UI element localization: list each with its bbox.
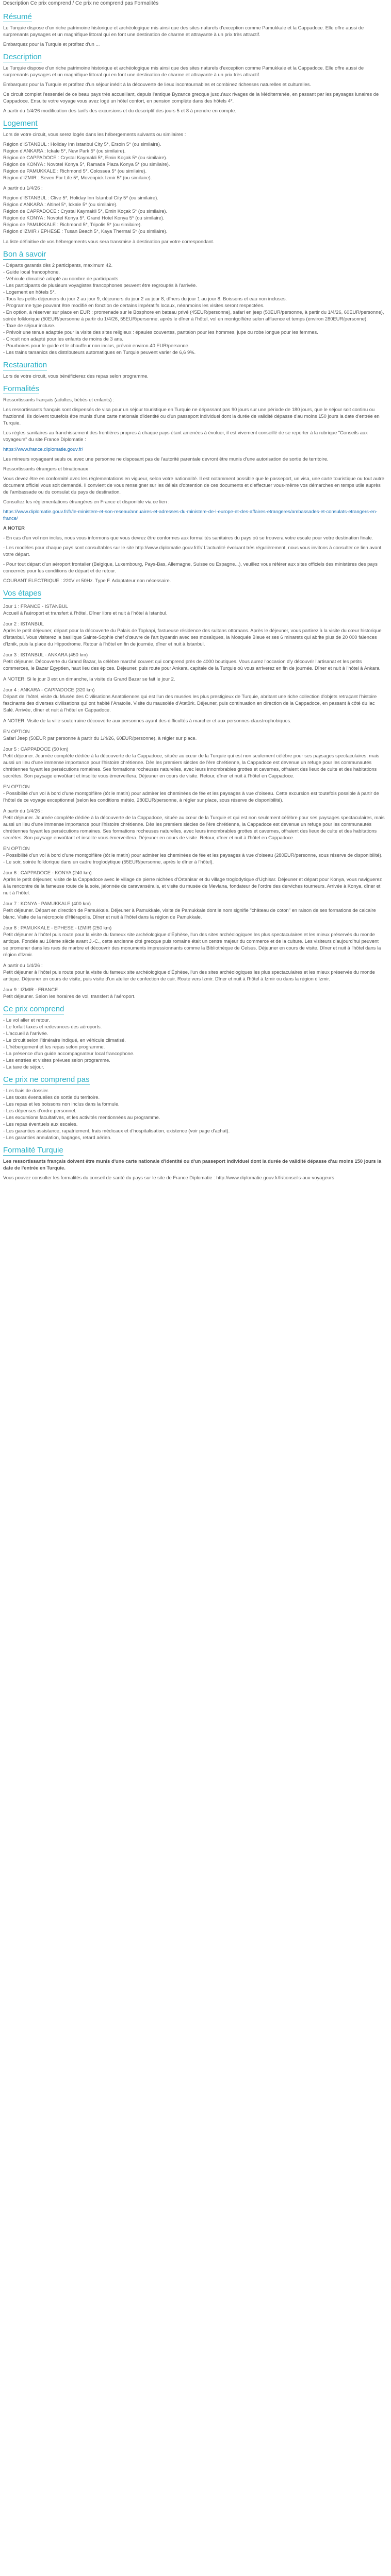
list-item: - Les excursions facultatives, et les activités mentionnées au programme. bbox=[3, 1114, 160, 1120]
section-heading-formalite-turquie: Formalité Turquie bbox=[3, 1146, 63, 1155]
logement-line: Région d'ANKARA : Altinel 5*, Ickale 5* (ou similaire). bbox=[3, 201, 118, 207]
section-heading-non-inclus: Ce prix ne comprend pas bbox=[3, 1075, 90, 1084]
logement-intro-2: A partir du 1/4/26 : bbox=[3, 185, 43, 191]
day-text: Après le petit déjeuner, départ pour la découverte du Palais de Topkapi, fastueuse résidence des sultans ottomans. Après le déjeuner, vous partirez à la visite du cœur historique d'Istanbul. Vous visiterez la basilique Sainte-Sophie chef d'œuvre de l'art byzantin avec ses mosaïques, la Mosquée Bleue et ses 6 minarets qui abrite plus de 20 000 faïences d'Iznik, puis la place du Hippodrome. Retour à l'hôtel en fin de journée, dîner et nuit à Istanbul. bbox=[3, 628, 382, 647]
day-text: Après le petit déjeuner, visite de la Cappadoce avec le village de pierre nichées d'Ortahisar et du village troglodytique d'Uçhisar. Déjeuner et départ pour Konya, vous naviguerez à la rencontre de la fameuse route de la soie, jalonnée de caravansérails, et visite du musée de Mevlana, fondateur de l'ordre des derviches tourneurs. Arrivée à Konya, dîner et nuit à l'hôtel. bbox=[3, 876, 382, 895]
logement-line: Région de KONYA : Novotel Konya 5*, Ramada Plaza Konya 5* (ou similaire). bbox=[3, 161, 170, 167]
formalites-paragraph: - Les modèles pour chaque pays sont consultables sur le site http://www.diplomatie.gouv.fr/fr/ L'actualité évoluant très régulièrement, nous vous invitons à consulter ce lien avant votre départ. bbox=[3, 545, 382, 557]
list-item: - Guide local francophone. bbox=[3, 269, 60, 275]
list-item: - Programme type pouvant être modifié en fonction de certains impératifs locaux, néanmoins les visites seront respectées. bbox=[3, 302, 265, 308]
list-item: - Départs garantis dès 2 participants, maximum 42. bbox=[3, 262, 113, 268]
day-title: A partir du 1/4/26 : bbox=[3, 962, 43, 968]
day-title: EN OPTION bbox=[3, 784, 30, 789]
list-item: - Les entrées et visites prévues selon programme. bbox=[3, 1057, 110, 1063]
diplomatie-link[interactable]: https://www.france.diplomatie.gouv.fr/ bbox=[3, 446, 84, 452]
description-paragraph: A partir du 1/4/26 modification des tarifs des excursions et du descriptif des jours 5 et 8 à prendre en compte. bbox=[3, 108, 236, 113]
logement-intro: Lors de votre circuit, vous serez logés dans les hébergements suivants ou similaires : bbox=[3, 131, 186, 137]
formalites-paragraph: Les ressortissants français sont dispensés de visa pour un séjour touristique en Turquie ne dépassant pas 90 jours sur une période de 180 jours, que le séjour soit continu ou fractionné. Ils doivent toutefois être munis d'une carte nationale d'identité ou d'un passeport individuel dont la durée de validité dépasse d'au moins 150 jours la date d'entrée en Turquie. bbox=[3, 406, 380, 426]
section-heading-inclus: Ce prix comprend bbox=[3, 1005, 64, 1013]
non-inclus-list bbox=[3, 1087, 385, 1141]
list-item: - Tous les petits déjeuners du jour 2 au jour 9, déjeuners du jour 2 au jour 8, dîners du jour 1 au jour 8. Boissons et eau non incluses. bbox=[3, 296, 287, 301]
day-block bbox=[3, 807, 385, 841]
day-title: EN OPTION bbox=[3, 845, 30, 851]
day-text: Petit déjeuner. Découverte du Grand Bazar, la célèbre marché couvert qui comprend près de 4000 boutiques. Vous aurez l'occasion d'y découvrir l'artisanat et les petits commerces, le Bazar Egyptien, haut lieu des épices. Déjeuner, puis route pour Ankara, capitale de la Turquie où vous arriverez en fin de journée. Dîner et nuit à l'hôtel à Ankara. bbox=[3, 658, 381, 671]
day-title: Jour 7 : KONYA - PAMUKKALE (400 km) bbox=[3, 901, 91, 906]
logement-line: Région de CAPPADOCE : Crystal Kaymakli 5*, Emin Koçak 5* (ou similaire). bbox=[3, 208, 168, 214]
logement-line: Région d'ISTANBUL : Clive 5*, Holiday Inn Istanbul City 5* (ou similaire). bbox=[3, 195, 158, 200]
list-item: - Les garanties annulation, bagages, retard aérien. bbox=[3, 1134, 112, 1140]
restauration-text: Lors de votre circuit, vous bénéficierez des repas selon programme. bbox=[3, 373, 149, 379]
list-item: - La présence d'un guide accompagnateur local francophone. bbox=[3, 1050, 135, 1056]
day-text: Petit déjeuner. Journée complète dédiée à la découverte de la Cappadoce, située au cœur de la Turquie et qui est non seulement célèbre pour ses paysages spectaculaires, mais aussi un lieu d'une immense importance pour l'histoire chrétienne. Dès les premiers siècles de l'ère chrétienne, la Cappadoce est devenue un refuge pour les communautés chrétiennes fuyant les persécutions romaines. Ses formations rocheuses naturelles, avec leurs innombrables grottes et cavernes, offraient des lieux de culte et des habitations secrètes. Son paysage envoûtant et insolite vous émerveillera. Déjeuner en cours de visite. Retour, dîner et nuit à l'hôtel en Cappadoce. bbox=[3, 815, 385, 840]
logement-line: Région de PAMUKKALE : Richmond 5*, Colossea 5* (ou similaire). bbox=[3, 168, 147, 174]
section-heading-description: Description bbox=[3, 53, 42, 61]
list-item: - Prévoir une tenue adaptée pour la visite des sites religieux : épaules couvertes, pantalon pour les hommes, jupe ou robe longue pour les femmes. bbox=[3, 329, 318, 335]
list-item: - Les frais de dossier. bbox=[3, 1088, 50, 1093]
day-text: Petit déjeuner. Départ en direction de Pamukkale. Déjeuner à Pamukkale, visite de Pamukkale dont le nom signifie "château de coton" en raison de ses formations de calcaire blanc. Visite de la nécropole d'Hiérapolis. Dîner et nuit à l'hôtel dans la région de Pamukkale. bbox=[3, 907, 376, 920]
section-heading-logement: Logement bbox=[3, 119, 38, 128]
day-block bbox=[3, 783, 385, 803]
day-title: Jour 1 : FRANCE - ISTANBUL bbox=[3, 603, 68, 609]
list-item: - L'accueil à l'arrivée. bbox=[3, 1030, 48, 1036]
logement-line: Région d'ANKARA : Ickale 5*, New Park 5* (ou similaire). bbox=[3, 148, 126, 154]
day-text: Accueil à l'aéroport et transfert à l'hôtel. Dîner libre et nuit à l'hôtel à Istanbul. bbox=[3, 610, 168, 616]
section-heading-etapes: Vos étapes bbox=[3, 589, 42, 598]
list-item: - Le forfait taxes et redevances des aéroports. bbox=[3, 1024, 102, 1029]
formalites-paragraph: Vous devez être en conformité avec les réglementations en vigueur, selon votre nationalité. Il est notamment possible que le passeport, un visa, une carte touristique ou tout autre document officiel vous soit demandé. Il convient de vous renseigner sur les délais d'obtention de ces documents et d'effectuer vous-même vos démarches en temps utile auprès de l'ambassade ou du consulat du pays de destination. bbox=[3, 476, 384, 495]
day-block bbox=[3, 728, 385, 741]
list-item: - Taxe de séjour incluse. bbox=[3, 323, 55, 328]
resume-paragraph: Le Turquie dispose d'un riche patrimoine historique et archéologique mis ainsi que des sites naturels d'exception comme Pamukkale et la Cappadoce. Elle offre aussi de surprenants paysages et un magnifique littoral qui en font une destination de charme et attrayante à un prix très attractif. bbox=[3, 25, 364, 37]
consulats-link[interactable]: https://www.diplomatie.gouv.fr/fr/le-ministere-et-son-reseau/annuaires-et-adresses-du-ministere-de-l-europe-et-des-affaires-etrangeres/ambassades-et-consulats-etrangers-en-france/ bbox=[3, 509, 378, 521]
day-text: Safari Jeep (50EUR par personne à partir du 1/4/26, 60EUR/personne), à régler sur place. bbox=[3, 735, 197, 741]
list-item: - La taxe de séjour. bbox=[3, 1064, 44, 1070]
day-block bbox=[3, 869, 385, 896]
list-item: - Les dépenses d'ordre personnel. bbox=[3, 1108, 76, 1113]
day-title: Jour 2 : ISTANBUL bbox=[3, 621, 44, 626]
day-block bbox=[3, 962, 385, 982]
day-text: - Possibilité d'un vol à bord d'une montgolfière (tôt le matin) pour admirer les cheminées de fée et les paysages à vue d'oiseau (280EUR/personne, sous réserve de disponibilité). - Le soir, soirée folklorique dans un cadre troglodytique (55EUR/personne, après le dîner à l'hôtel). bbox=[3, 852, 383, 865]
list-item: - Le vol aller et retour. bbox=[3, 1017, 50, 1023]
section-heading-bon-a-savoir: Bon à savoir bbox=[3, 250, 46, 259]
formalites-paragraph: - Pour tout départ d'un aéroport frontalier (Belgique, Luxembourg, Pays-Bas, Allemagne, Suisse ou Espagne...), veuillez vous référer aux sites officiels des ministères des pays concernés pour les conditions de départ et de retour. bbox=[3, 561, 378, 573]
day-text: Petit déjeuner. Journée complète dédiée à la découverte de la Cappadoce, située au cœur de la Turquie qui est non seulement célèbre pour ses paysages spectaculaires, mais aussi un lieu d'une immense importance pour l'histoire chrétienne. Dès les premiers siècles de l'ère chrétienne, la Cappadoce est devenue un refuge pour les communautés chrétiennes fuyant les persécutions romaines. Ses formations rocheuses naturelles, avec leurs innombrables grottes et cavernes, offraient des lieux de culte et des habitations secrètes. Son paysage envoûtant et insolite vous émerveillera. Déjeuner en cours de visite. Retour, dîner et nuit à l'hôtel en Cappadoce. bbox=[3, 753, 380, 778]
logement-line: Région de PAMUKKALE : Richmond 5*, Tripolis 5* (ou similaire). bbox=[3, 222, 142, 227]
list-item: - Les repas et les boissons non inclus dans la formule. bbox=[3, 1101, 120, 1107]
list-item: - Les trains tarsanics des distributeurs automatiques en Turquie peuvent varier de 6,6 9%. bbox=[3, 349, 196, 355]
formalite-turquie-paragraph: Vous pouvez consulter les formalités du conseil de santé du pays sur le site de France Diplomatie : http://www.diplomatie.gouv.fr/fr/conseils-aux-voyageurs bbox=[3, 1175, 334, 1180]
bon-a-savoir-list bbox=[3, 262, 385, 355]
day-block bbox=[3, 986, 385, 999]
day-block bbox=[3, 651, 385, 671]
day-title: Jour 5 : CAPPADOCE (50 km) bbox=[3, 746, 69, 752]
logement-line: Région de CAPPADOCE : Crystal Kaymakli 5*, Emin Koçak 5* (ou similaire). bbox=[3, 155, 168, 160]
description-paragraph: Embarquez pour la Turquie et profitez d'un séjour inédit à la découverte de lieux incontournables et combinez richesses naturelles et culturelles. bbox=[3, 81, 311, 87]
day-title: A NOTER: Si le jour 3 est un dimanche, la visite du Grand Bazar se fait le jour 2. bbox=[3, 676, 175, 682]
list-item: - Les garanties assistance, rapatriement, frais médicaux et d'hospitalisation, existence (voir page d'achat). bbox=[3, 1128, 230, 1133]
list-item: - Véhicule climatisé adapté au nombre de participants. bbox=[3, 276, 120, 281]
day-title: Jour 9 : IZMIR - FRANCE bbox=[3, 987, 58, 992]
list-item: - Le circuit selon l'itinéraire indiqué, en véhicule climatisé. bbox=[3, 1037, 126, 1043]
day-block bbox=[3, 686, 385, 713]
list-item: - Pourboires pour le guide et le chauffeur non inclus, prévoir environ 40 EUR/personne. bbox=[3, 343, 190, 348]
day-block bbox=[3, 845, 385, 865]
day-title: A partir du 1/4/26 : bbox=[3, 808, 43, 814]
logement-list-2 bbox=[3, 194, 385, 234]
day-block bbox=[3, 675, 385, 682]
description-paragraph: Le Turquie dispose d'un riche patrimoine historique et archéologique mis ainsi que des sites naturels d'exception comme Pamukkale et la Cappadoce. Elle offre aussi de surprenants paysages et un magnifique littoral qui en font une destination de charme et attrayante à un prix très attractif. bbox=[3, 65, 364, 77]
list-item: - Les participants de plusieurs voyagistes francophones peuvent être regroupés à l'arrivée. bbox=[3, 282, 197, 288]
day-block bbox=[3, 603, 385, 616]
inclus-list bbox=[3, 1016, 385, 1070]
list-item: - Les repas éventuels aux escales. bbox=[3, 1121, 78, 1127]
list-item: - Les taxes éventuelles de sortie du territoire. bbox=[3, 1094, 100, 1100]
formalite-turquie-paragraph: Les ressortissants français doivent être munis d'une carte nationale d'identité ou d'un passeport individuel dont la durée de validité dépasse d'au moins 150 jours la date de l'entrée en Turquie. bbox=[3, 1158, 382, 1171]
day-title: Jour 8 : PAMUKKALE - EPHESE - IZMIR (250 km) bbox=[3, 925, 112, 930]
formalites-paragraph: Ressortissants étrangers et binationaux : bbox=[3, 466, 91, 471]
logement-line: Région d'IZMIR : Seven For Life 5*, Movenpick Izmir 5* (ou similaire). bbox=[3, 175, 152, 180]
day-block bbox=[3, 620, 385, 647]
day-text: Petit déjeuner à l'hôtel puis route pour la visite du fameux site archéologique d'Éphèse, l'un des sites archéologiques les plus spectaculaires et les mieux préservés du monde antique. Fondée au 10ème siècle avant J.-C., cette ancienne cité grecque puis romaine était un centre majeur du commerce et de la culture. Les visiteurs d'aujourd'hui peuvent se promener dans les rues de marbre et découvrir des monuments impressionnants comme la Bibliothèque de Celsus. Déjeuner en cours de visite. Dîner et nuit à l'hôtel dans la région d'Izmir. bbox=[3, 931, 381, 957]
logement-line: Région d'IZMIR / EPHESE : Tusan Beach 5*, Kaya Thermal 5* (ou similaire). bbox=[3, 228, 168, 234]
list-item: - Logement en hôtels 5*. bbox=[3, 289, 56, 295]
day-text: Petit déjeuner à l'hôtel puis route pour la visite du fameux site archéologique d'Éphèse, l'un des sites archéologiques les plus spectaculaires et les mieux préservés du monde antique. Déjeuner en cours de visite, puis visite d'un atelier de confection de cuir. Route vers Izmir. Dîner et nuit à l'hôtel à Izmir ou dans la région d'Izmir. bbox=[3, 969, 375, 981]
day-title: EN OPTION bbox=[3, 728, 30, 734]
day-block bbox=[3, 924, 385, 958]
formalites-paragraph: Ressortissants français (adultes, bébés et enfants) : bbox=[3, 397, 115, 402]
description-paragraph: Ce circuit complet l'essentiel de ce beau pays très accueillant, depuis l'antique Byzance grecque jusqu'aux rivages de la Méditerranée, en passant par les paysages lunaires de Cappadoce. Ensuite votre voyage vous avez logé un hôtel confort, en pension complète dans des hôtels 4*. bbox=[3, 91, 379, 104]
day-block bbox=[3, 745, 385, 779]
logement-line: Région de KONYA : Novotel Konya 5*, Grand Hotel Konya 5* (ou similaire). bbox=[3, 215, 165, 221]
section-heading-resume: Résumé bbox=[3, 12, 32, 21]
day-block bbox=[3, 900, 385, 920]
day-title: Jour 6 : CAPPADOCE - KONYA (240 km) bbox=[3, 870, 92, 875]
day-title: A NOTER: Visite de la ville souterraine découverte aux personnes ayant des difficultés à marcher et aux personnes claustrophobiques. bbox=[3, 718, 291, 723]
list-item: - Circuit non adapté pour les enfants de moins de 3 ans. bbox=[3, 336, 123, 342]
list-item: - En option, à réserver sur place en EUR : promenade sur le Bosphore en bateau privé (45EUR/personne), safari en jeep (50EUR/personne, à partir du 1/4/26, 60EUR/personne), soirée folklorique (50EUR/personne à partir du 1/4/26, 55EUR/personne, après le dîner à l'hôtel, vol en montgolfière selon affluence et temps (environ 280EUR/personne). bbox=[3, 309, 384, 321]
resume-paragraph: Embarquez pour la Turquie et profitez d'un ... bbox=[3, 41, 100, 47]
logement-note: La liste définitive de vos hébergements vous sera transmise à destination par votre correspondant. bbox=[3, 239, 215, 244]
day-text: Départ de l'hôtel, visite du Musée des Civilisations Anatoliennes qui est l'un des musées les plus prestigieux de Turquie, abritant une riche collection d'objets retraçant l'histoire fascinante des diverses civilisations qui ont habité l'Anatolie. Visite du mausolée d'Atatürk. Déjeuner, puis continuation en direction de la Cappadoce, en passant à côté du lac Salé. Arrivée, dîner et nuit à l'hôtel en Cappadoce. bbox=[3, 693, 377, 713]
logement-line: Région d'ISTANBUL : Holiday Inn Istanbul City 5*, Ersoin 5* (ou similaire). bbox=[3, 141, 161, 147]
list-item: - L'hébergement et les repas selon programme. bbox=[3, 1044, 105, 1049]
formalites-note-title: A NOTER bbox=[3, 525, 25, 531]
day-title: Jour 4 : ANKARA - CAPPADOCE (320 km) bbox=[3, 687, 95, 692]
formalites-paragraph: Les règles sanitaires au franchissement des frontières propres à chaque pays étant amenées à évoluer, il est vivement conseillé de se reporter à la rubrique "Conseils aux voyageurs" du site France Diplomatie : bbox=[3, 430, 368, 442]
day-block bbox=[3, 717, 385, 724]
logement-list bbox=[3, 141, 385, 181]
top-navigation-text: Description Ce prix comprend / Ce prix ne comprend pas Formalités bbox=[3, 1, 159, 6]
day-text: - Possibilité d'un vol à bord d'une montgolfière (tôt le matin) pour admirer les cheminées de fée et les paysages à vue d'oiseau. Cette excursion est toutefois possible à partir de l'hôtel de ce voyage exceptionnel (selon les conditions météo, 280EUR/personne, à régler sur place, sous réserve de disponibilité). bbox=[3, 790, 379, 803]
section-heading-formalites: Formalités bbox=[3, 384, 40, 393]
formalites-paragraph: Les mineurs voyageant seuls ou avec une personne ne disposant pas de l'autorité parentale devront être munis d'une autorisation de sortie de territoire. bbox=[3, 456, 329, 462]
formalites-paragraph: Consultez les réglementations étrangères en France et disponible via ce lien : bbox=[3, 499, 170, 504]
formalites-paragraph: COURANT ELECTRIQUE : 220V et 50Hz. Type F. Adaptateur non nécessaire. bbox=[3, 578, 171, 583]
day-text: Petit déjeuner. Selon les horaires de vol, transfert à l'aéroport. bbox=[3, 993, 136, 999]
day-title: Jour 3 : ISTANBUL - ANKARA (450 km) bbox=[3, 652, 88, 657]
formalites-paragraph: - En cas d'un vol non inclus, nous vous informons que vous devrez être conformes aux formalités sanitaires du pays où se trouvera votre escale pour votre destination finale. bbox=[3, 535, 373, 540]
page bbox=[0, 0, 391, 1181]
section-heading-restauration: Restauration bbox=[3, 361, 47, 369]
